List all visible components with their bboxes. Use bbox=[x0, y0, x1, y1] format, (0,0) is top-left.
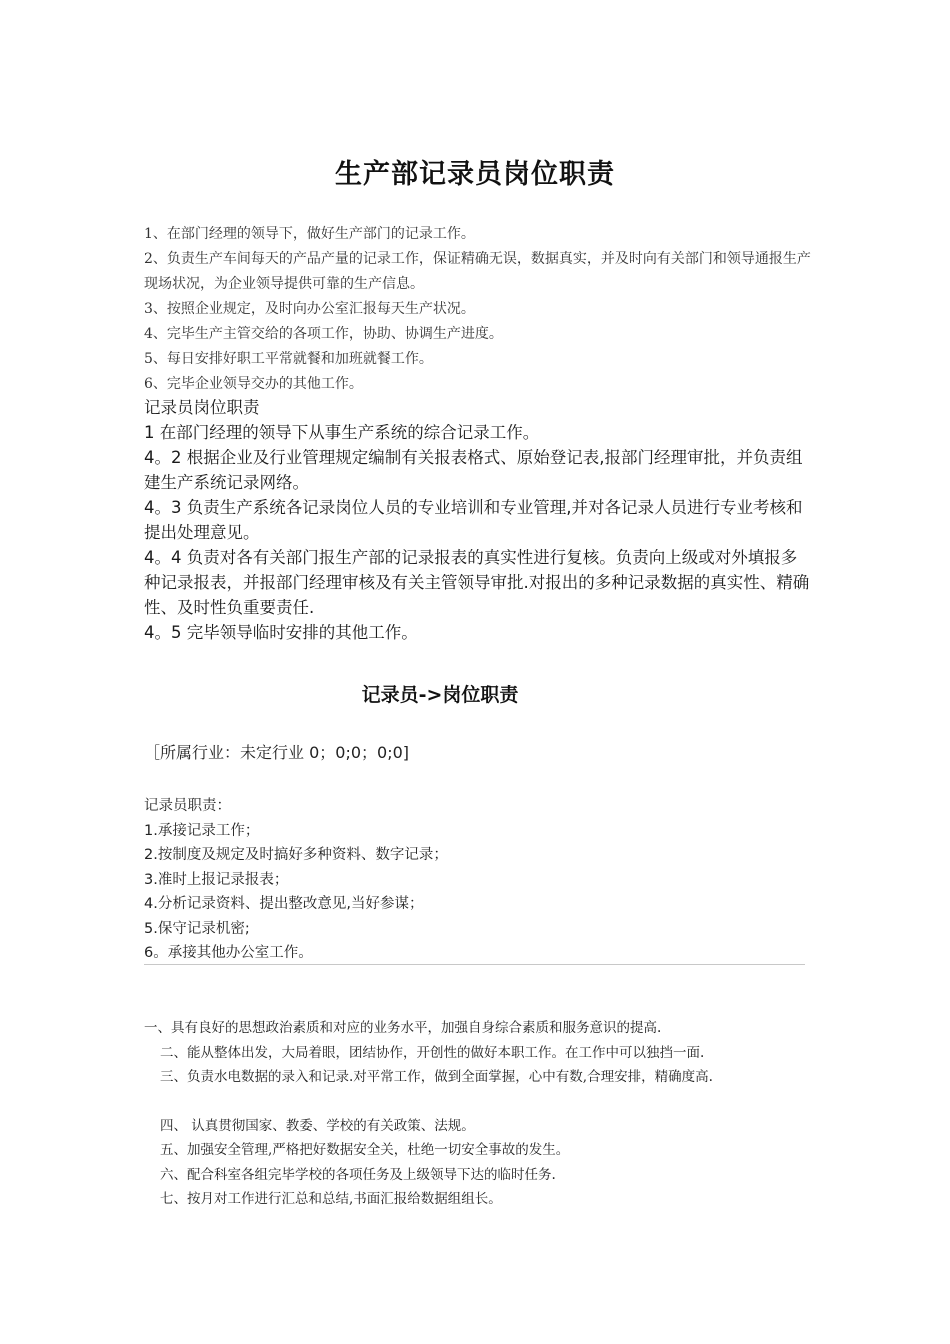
duties-list-3 bbox=[144, 794, 812, 966]
duty-item: 四、 认真贯彻国家、教委、学校的有关政策、法规。 bbox=[160, 1117, 475, 1134]
duty-item: 三、负责水电数据的录入和记录.对平常工作，做到全面掌握，心中有数,合理安排，精确度高. bbox=[160, 1069, 713, 1085]
duties-list-4 bbox=[144, 1016, 844, 1212]
duty-item: 1.承接记录工作； bbox=[144, 822, 260, 839]
duty-item: 5.保守记录机密; bbox=[144, 920, 250, 937]
duty-item: 5、每日安排好职工平常就餐和加班就餐工作。 bbox=[144, 351, 433, 367]
section-heading: 记录员职责： bbox=[144, 798, 231, 814]
duty-item: 3.准时上报记录报表； bbox=[144, 871, 289, 888]
duty-item: 6、完毕企业领导交办的其他工作。 bbox=[144, 376, 363, 392]
divider-line bbox=[144, 964, 805, 965]
section-title: 记录员->岗位职责 bbox=[361, 684, 519, 706]
duty-item: 2.按制度及规定及时搞好多种资料、数字记录； bbox=[144, 847, 448, 863]
spacer bbox=[144, 1090, 844, 1114]
duty-item: 4。2 根据企业及行业管理规定编制有关报表格式、原始登记表,报部门经理审批，并负责组建生产系统记录网络。 bbox=[144, 448, 803, 492]
duty-item: 4。5 完毕领导临时安排的其他工作。 bbox=[144, 623, 418, 642]
duty-item: 4.分析记录资料、提出整改意见,当好参谋； bbox=[144, 896, 424, 912]
duty-item: 七、按月对工作进行汇总和总结,书面汇报给数据组组长。 bbox=[160, 1191, 502, 1207]
duty-item: 3、按照企业规定，及时向办公室汇报每天生产状况。 bbox=[144, 301, 475, 317]
duties-list-1 bbox=[144, 222, 812, 397]
duty-item: 五、加强安全管理,严格把好数据安全关，杜绝一切安全事故的发生。 bbox=[160, 1142, 570, 1158]
duty-item: 六、配合科室各组完毕学校的各项任务及上级领导下达的临时任务. bbox=[160, 1166, 556, 1183]
duty-item: 4、完毕生产主管交给的各项工作，协助、协调生产进度。 bbox=[144, 326, 503, 342]
page-title: 生产部记录员岗位职责 bbox=[335, 159, 615, 190]
duty-item: 4。3 负责生产系统各记录岗位人员的专业培训和专业管理,并对各记录人员进行专业考核和提出处理意见。 bbox=[144, 498, 803, 542]
section-heading: 记录员岗位职责 bbox=[144, 398, 260, 417]
duty-item: 一、具有良好的思想政治素质和对应的业务水平，加强自身综合素质和服务意识的提高. bbox=[144, 1020, 662, 1036]
duty-item: 2、负责生产车间每天的产品产量的记录工作，保证精确无误，数据真实，并及时向有关部门和领导通报生产现场状况，为企业领导提供可靠的生产信息。 bbox=[144, 251, 811, 292]
industry-line: ［所属行业：未定行业 0；0;0；0;0] bbox=[144, 743, 410, 762]
duty-item: 1、在部门经理的领导下，做好生产部门的记录工作。 bbox=[144, 226, 475, 242]
duty-item: 1 在部门经理的领导下从事生产系统的综合记录工作。 bbox=[144, 423, 540, 442]
duty-item: 6。承接其他办公室工作。 bbox=[144, 945, 313, 961]
duties-list-2 bbox=[144, 395, 812, 645]
duty-item: 4。4 负责对各有关部门报生产部的记录报表的真实性进行复核。负责向上级或对外填报多种记录报表，并报部门经理审核及有关主管领导审批.对报出的多种记录数据的真实性、精确性、及时性负重要责任. bbox=[144, 548, 810, 617]
duty-item: 二、能从整体出发，大局着眼，团结协作，开创性的做好本职工作。在工作中可以独挡一面. bbox=[160, 1044, 705, 1061]
